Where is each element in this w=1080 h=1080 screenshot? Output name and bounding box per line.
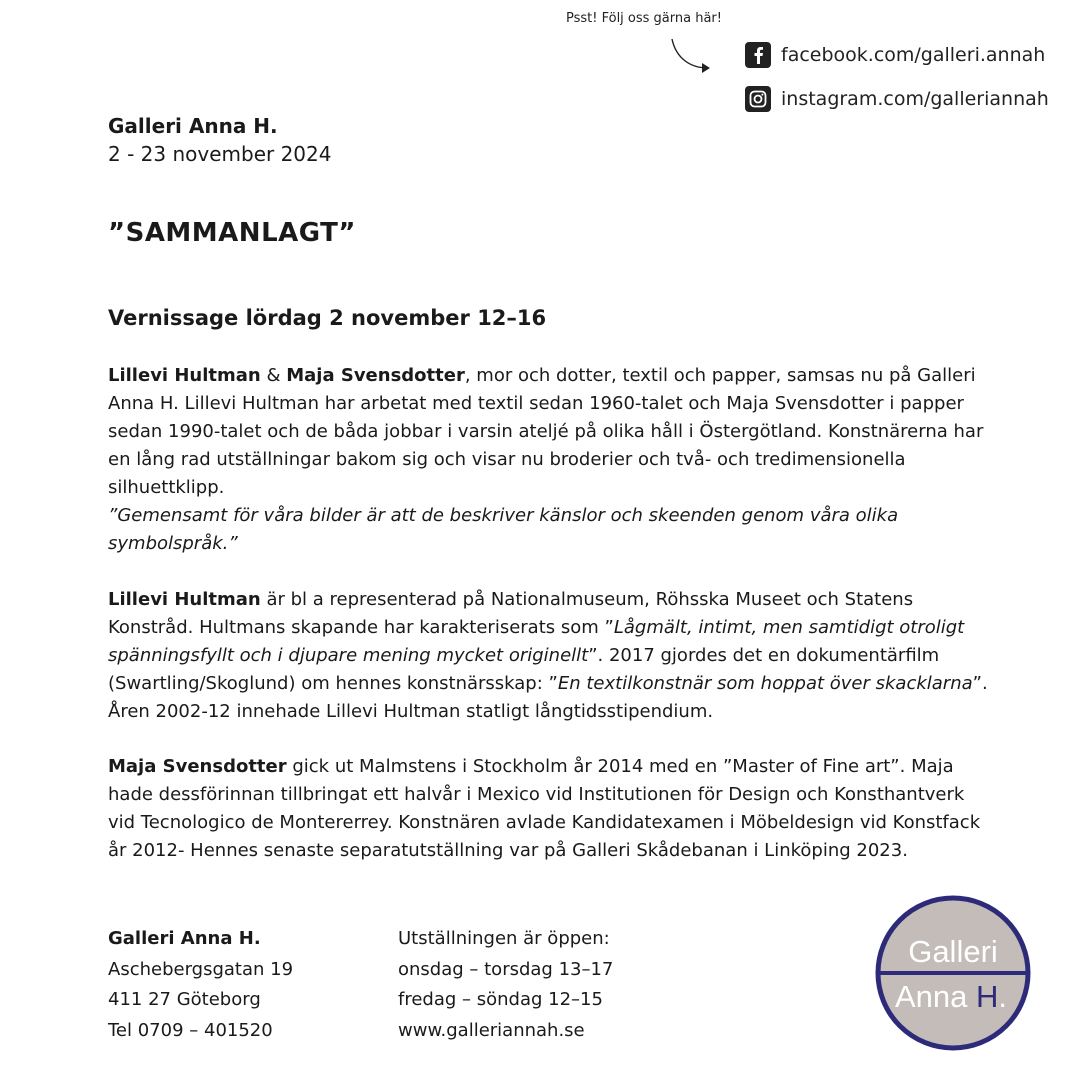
hultman-text: ”. 2017 gjordes det en dokumentärfilm (Swartling/Skoglund) om hennes konstnärsskap: ” (108, 645, 940, 694)
logo-text-galleri: Galleri (908, 934, 998, 969)
artist-name: Lillevi Hultman (108, 589, 261, 610)
film-quote: En textilkonstnär som hoppat över skacklarna (557, 673, 973, 694)
facebook-url[interactable]: facebook.com/galleri.annah (781, 44, 1046, 66)
artist-name: Maja Svensdotter (108, 756, 287, 777)
gallery-logo (874, 894, 1032, 1052)
header (108, 112, 331, 168)
exhibition-title: ”SAMMANLAGT” (108, 218, 356, 248)
artist-name: Lillevi Hultman (108, 365, 261, 386)
address-block (108, 924, 293, 1046)
hultman-paragraph (108, 586, 988, 726)
address-name: Galleri Anna H. (108, 928, 261, 949)
exhibition-dates: 2 - 23 november 2024 (108, 142, 332, 166)
hultman-text: är bl a representerad på Nationalmuseum, Röhsska Museet och Statens Konstråd. Hultmans skapande har karakteriserats som ” (108, 589, 914, 638)
arrow-icon (668, 36, 716, 76)
opening-hours (398, 924, 613, 1046)
hultman-text: ”. Åren 2002-12 innehade Lillevi Hultman statligt långtidsstipendium. (108, 673, 988, 722)
hours-weekdays: onsdag – torsdag 13–17 (398, 958, 614, 980)
address-phone: Tel 0709 – 401520 (108, 1019, 273, 1041)
artists-quote: ”Gemensamt för våra bilder är att de beskriver känslor och skeenden genom våra olika symbolspråk.” (108, 505, 899, 554)
hultman-quote: Lågmält, intimt, men samtidigt otroligt spänningsfyllt och i djupare mening mycket originellt (108, 617, 965, 666)
website-link[interactable]: www.galleriannah.se (398, 1019, 585, 1041)
instagram-url[interactable]: instagram.com/galleriannah (781, 88, 1049, 110)
gallery-name: Galleri Anna H. (108, 114, 278, 138)
intro-text: , mor och dotter, textil och papper, samsas nu på Galleri Anna H. Lillevi Hultman har arbetat med textil sedan 1960-talet och Maja Svensdotter i papper sedan 1990-talet och de båda jobbar i varsin ateljé på olika håll i Östergötland. Konstnärerna har en lång rad utställningar bakom sig och visar nu broderier och två- och tredimensionella silhuettklipp. (108, 365, 984, 498)
address-street: Aschebergsgatan 19 (108, 958, 294, 980)
logo-text-anna-h: Anna H. (894, 979, 1008, 1014)
intro-paragraph (108, 362, 988, 558)
svensdotter-text: gick ut Malmstens i Stockholm år 2014 med en ”Master of Fine art”. Maja hade dessförinnan tillbringat ett halvår i Mexico vid Institutionen för Design och Konsthantverk vid Tecnologico de Montererrey. Konstnären avlade Kandidatexamen i Möbeldesign vid Konstfack år 2012- Hennes senaste separatutställning var på Galleri Skådebanan i Linköping 2023. (108, 756, 981, 861)
facebook-icon (745, 42, 771, 68)
instagram-link[interactable] (745, 86, 1049, 112)
facebook-link[interactable] (745, 42, 1045, 68)
hours-weekend: fredag – söndag 12–15 (398, 989, 603, 1010)
vernissage-heading: Vernissage lördag 2 november 12–16 (108, 306, 547, 330)
artist-name: Maja Svensdotter (286, 365, 465, 386)
instagram-icon (745, 86, 771, 112)
address-city: 411 27 Göteborg (108, 989, 261, 1010)
svensdotter-paragraph (108, 753, 988, 865)
follow-hint: Psst! Följ oss gärna här! (566, 11, 722, 26)
ampersand: & (260, 365, 287, 386)
hours-intro: Utställningen är öppen: (398, 928, 610, 949)
